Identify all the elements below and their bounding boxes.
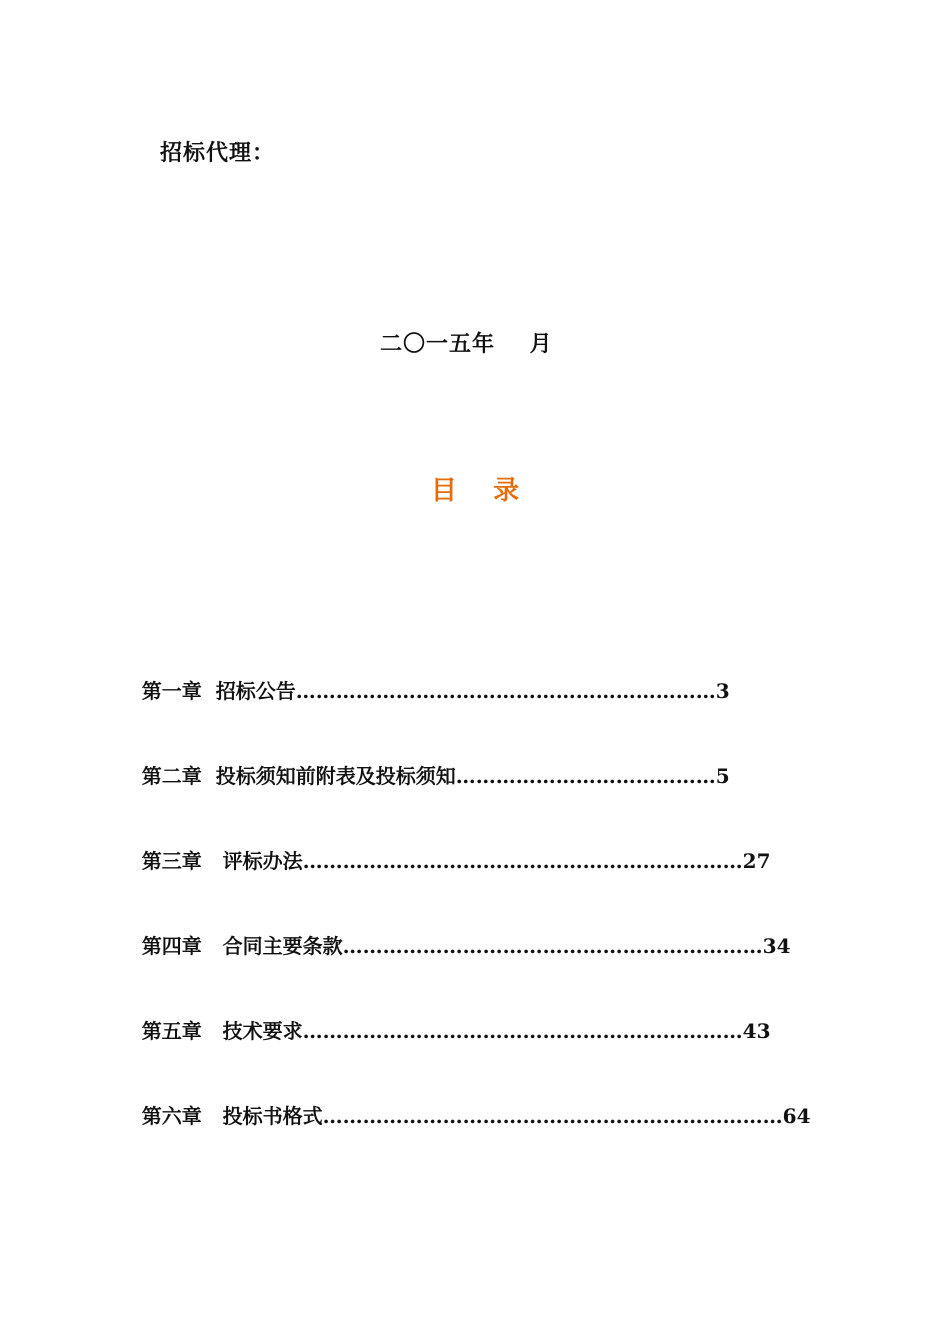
toc-page-number: 5	[715, 764, 730, 788]
toc-entry-title: 招标公告	[201, 679, 296, 703]
toc-entry-title: 投标书格式	[201, 1104, 323, 1128]
toc-entry-title: 评标办法	[201, 849, 303, 873]
toc-chapter: 第四章	[141, 934, 202, 958]
toc-leader: ………………………………………………………	[342, 934, 763, 958]
toc-item[interactable]	[100, 1068, 811, 1153]
toc-item[interactable]	[100, 898, 811, 983]
toc-entry-title: 投标须知前附表及投标须知	[201, 764, 456, 788]
toc-page-number: 43	[742, 1019, 771, 1043]
toc-chapter: 第二章	[141, 764, 202, 788]
toc-list	[100, 643, 811, 1153]
toc-chapter: 第三章	[141, 849, 202, 873]
toc-chapter: 第五章	[141, 1019, 202, 1043]
document-date: 二〇一五年 月	[380, 331, 553, 357]
toc-entry-title: 技术要求	[201, 1019, 303, 1043]
toc-title: 目 录	[430, 476, 520, 506]
toc-chapter: 第六章	[141, 1104, 202, 1128]
toc-page-number: 64	[782, 1104, 811, 1128]
toc-leader: …………………………………………………………	[302, 1019, 743, 1043]
toc-leader: ………………………………………………………	[295, 679, 716, 703]
tender-agent-label: 招标代理：	[160, 140, 276, 166]
toc-item[interactable]	[100, 728, 811, 813]
toc-item[interactable]	[100, 983, 811, 1068]
toc-page-number: 34	[762, 934, 791, 958]
toc-entry-title: 合同主要条款	[201, 934, 343, 958]
toc-item[interactable]	[100, 813, 811, 898]
toc-leader: ……………………………………………………………	[322, 1104, 783, 1128]
toc-item[interactable]	[100, 643, 811, 728]
toc-chapter: 第一章	[141, 679, 202, 703]
toc-page-number: 27	[742, 849, 771, 873]
toc-leader: …………………………………	[455, 764, 716, 788]
toc-page-number: 3	[715, 679, 730, 703]
toc-leader: …………………………………………………………	[302, 849, 743, 873]
